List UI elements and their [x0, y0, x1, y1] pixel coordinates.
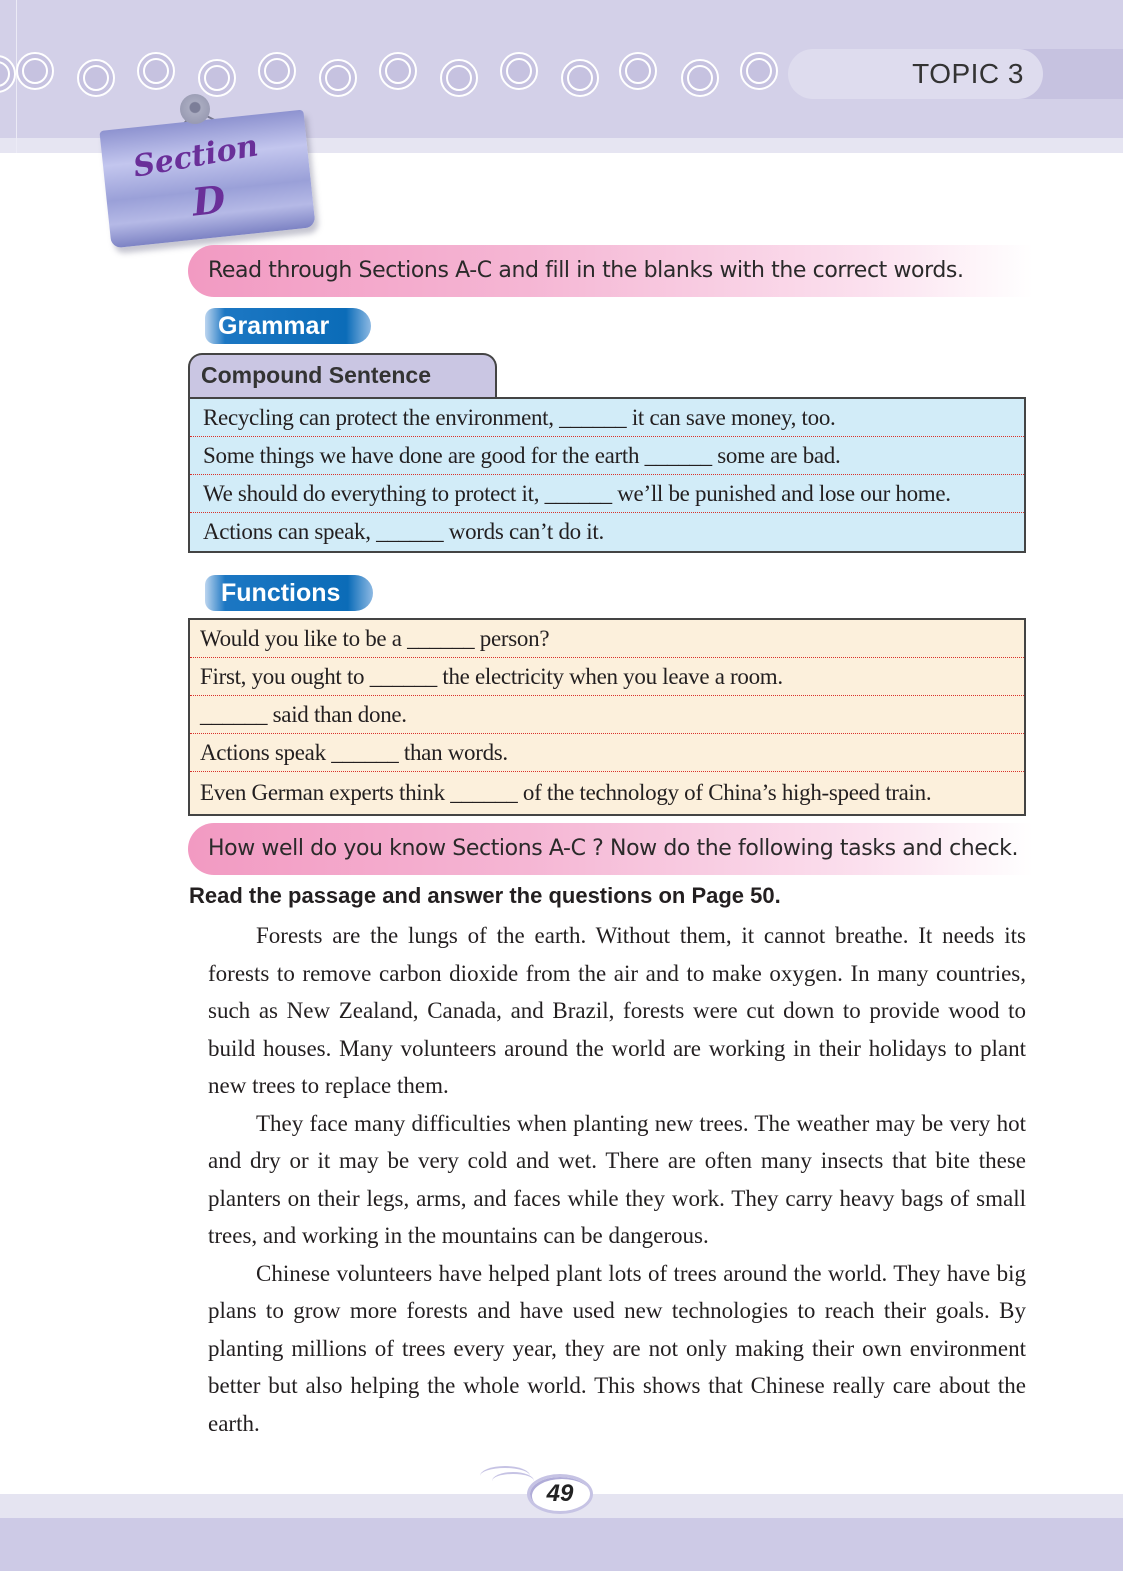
sign-title: Section — [130, 128, 261, 185]
functions-row: Even German experts think ______ of the technology of China’s high-speed train. — [200, 780, 932, 805]
ring-icon — [258, 52, 296, 90]
reading-instruction: Read the passage and answer the questions on Page 50. — [189, 883, 781, 908]
grammar-row: We should do everything to protect it, ______ we’ll be punished and lose our home. — [190, 475, 1024, 513]
functions-row: Actions speak ______ than words. — [190, 734, 1024, 772]
reading-passage — [208, 917, 1026, 1442]
ring-icon — [137, 52, 175, 90]
compound-sentence-tab: Compound Sentence — [188, 353, 497, 399]
ring-icon — [500, 52, 538, 90]
functions-row: ______ said than done. — [190, 696, 1024, 734]
instruction-bar-2: How well do you know Sections A-C ? Now do the following tasks and check. — [188, 823, 1033, 875]
section-sign — [100, 90, 340, 260]
grammar-row: Recycling can protect the environment, ______ it can save money, too. — [190, 399, 1024, 437]
sign-board — [99, 110, 315, 249]
grammar-table — [188, 397, 1026, 553]
footer-band — [0, 1518, 1123, 1571]
ring-icon — [740, 52, 778, 90]
ring-icon — [561, 59, 599, 97]
passage-paragraph: Chinese volunteers have helped plant lots of trees around the world. They have big plans to grow more forests and have used new technologies to reach their goals. By planting millions of trees every year, they are not only making their own environment better but also helping the whole world. This shows that Chinese really care about the earth. — [208, 1260, 1026, 1436]
ring-icon — [16, 52, 54, 90]
instruction-bar: Read through Sections A-C and fill in the blanks with the correct words. — [188, 245, 1033, 297]
grammar-row: Actions can speak, ______ words can’t do it. — [203, 519, 604, 544]
topic-label: TOPIC 3 — [912, 58, 1024, 89]
pin-icon — [180, 94, 210, 124]
passage-paragraph: Forests are the lungs of the earth. Without them, it cannot breathe. It needs its forests to remove carbon dioxide from the air and to make oxygen. In many countries, such as New Zealand, Canada, and Brazil, forests were cut down to provide wood to build houses. Many volunteers around the world are working in their holidays to plant new trees to replace them. — [208, 923, 1026, 1098]
grammar-row: Some things we have done are good for the earth ______ some are bad. — [190, 437, 1024, 475]
page-number: 49 — [546, 1480, 574, 1507]
ring-icon — [681, 59, 719, 97]
functions-label: Functions — [205, 575, 373, 611]
ring-icon — [440, 59, 478, 97]
functions-table — [188, 618, 1026, 816]
ring-icon — [619, 52, 657, 90]
functions-row: Would you like to be a ______ person? — [190, 620, 1024, 658]
ring-icon — [379, 52, 417, 90]
grammar-label: Grammar — [205, 308, 371, 344]
passage-paragraph: They face many difficulties when planting new trees. The weather may be very hot and dry or it may be very cold and wet. There are often many insects that bite these planters on their legs, arms, and faces while they work. They carry heavy bags of small trees, and working in the mountains can be dangerous. — [208, 1110, 1026, 1248]
sign-letter: D — [189, 176, 228, 225]
functions-row: First, you ought to ______ the electricity when you leave a room. — [190, 658, 1024, 696]
